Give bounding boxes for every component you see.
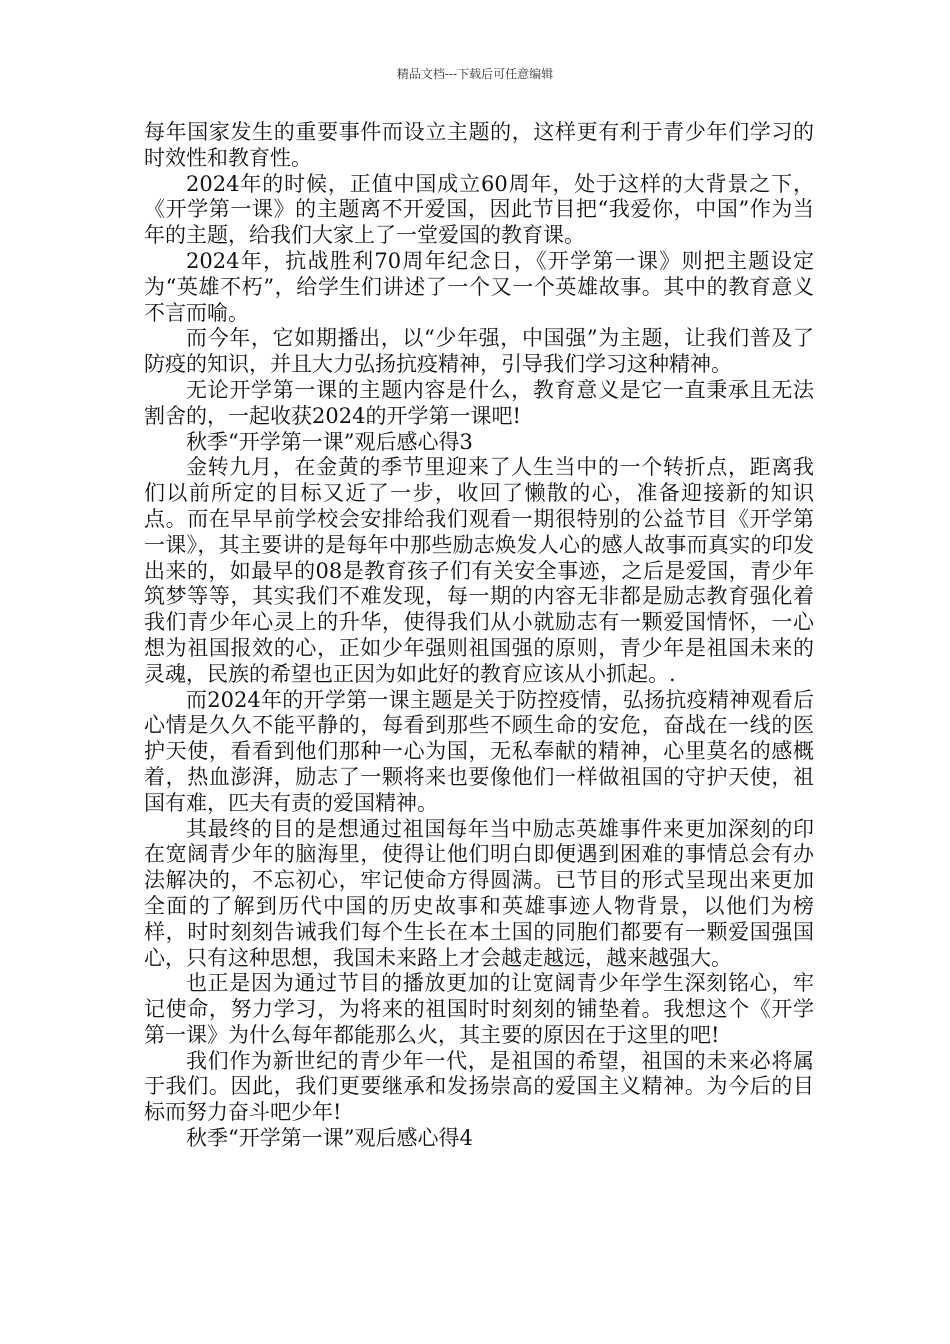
- paragraph: 无论开学第一课的主题内容是什么，教育意义是它一直秉承且无法割舍的，一起收获2024的开学第一课吧!: [144, 377, 814, 428]
- paragraph: 而2024年的开学第一课主题是关于防控疫情，弘扬抗疫精神观看后心情是久久不能平静的，每看到那些不顾生命的安危，奋战在一线的医护天使，看看到他们那种一心为国，无私奉献的精神，心里莫名的感概着，热血澎湃，励志了一颗将来也要像他们一样做祖国的守护天使，祖国有难，匹夫有责的爱国精神。: [144, 687, 814, 815]
- paragraph: 我们作为新世纪的青少年一代，是祖国的希望，祖国的未来必将属于我们。因此，我们更要继承和发扬崇高的爱国主义精神。为今后的目标而努力奋斗吧少年!: [144, 1048, 814, 1125]
- section-heading: 秋季“开学第一课”观后感心得3: [186, 429, 473, 454]
- paragraph-continuation: 每年国家发生的重要事件而设立主题的，这样更有利于青少年们学习的时效性和教育性。: [144, 120, 814, 170]
- section-heading: 秋季“开学第一课”观后感心得4: [186, 1126, 473, 1151]
- paragraph: 2024年的时候，正值中国成立60周年，处于这样的大背景之下，《开学第一课》的主题离不开爱国，因此节目把“我爱你，中国”作为当年的主题，给我们大家上了一堂爱国的教育课。: [144, 171, 814, 248]
- paragraph: 2024年，抗战胜利70周年纪念日，《开学第一课》则把主题设定为“英雄不朽”，给学生们讲述了一个又一个英雄故事。其中的教育意义不言而喻。: [144, 248, 814, 325]
- paragraph: 也正是因为通过节目的播放更加的让宽阔青少年学生深刻铭心，牢记使命，努力学习，为将来的祖国时时刻刻的铺垫着。我想这个《开学第一课》为什么每年都能那么火，其主要的原因在于这里的吧!: [144, 971, 814, 1047]
- document-body: [144, 120, 814, 1152]
- paragraph: 其最终的目的是想通过祖国每年当中励志英雄事件来更加深刻的印在宽阔青少年的脑海里，使得让他们明白即便遇到困难的事情总会有办法解决的，不忘初心，牢记使命方得圆满。已节目的形式呈现出来更加全面的了解到历代中国的历史故事和英雄事迹人物背景，以他们为榜样，时时刻刻告诫我们每个生长在本土国的同胞们都要有一颗爱国强国心，只有这种思想，我国未来路上才会越走越远，越来越强大。: [144, 816, 814, 970]
- page-header: 精品文档---下载后可任意编辑: [396, 67, 554, 81]
- paragraph: 而今年，它如期播出，以“少年强，中国强”为主题，让我们普及了防疫的知识，并且大力弘扬抗疫精神，引导我们学习这种精神。: [144, 326, 814, 377]
- paragraph: 金转九月，在金黄的季节里迎来了人生当中的一个转折点，距离我们以前所定的目标又近了一步，收回了懒散的心，准备迎接新的知识点。而在早早前学校会安排给我们观看一期很特别的公益节目《开学第一课》，其主要讲的是每年中那些励志焕发人心的感人故事而真实的印发出来的，如最早的08是教育孩子们有关安全事迹，之后是爱国，青少年筑梦等等，其实我们不难发现，每一期的内容无非都是励志教育强化着我们青少年心灵上的升华，使得我们从小就励志有一颗爱国情怀，一心想为祖国报效的心，正如少年强则祖国强的原则，青少年是祖国未来的灵魂，民族的希望也正因为如此好的教育应该从小抓起。.: [144, 455, 814, 686]
